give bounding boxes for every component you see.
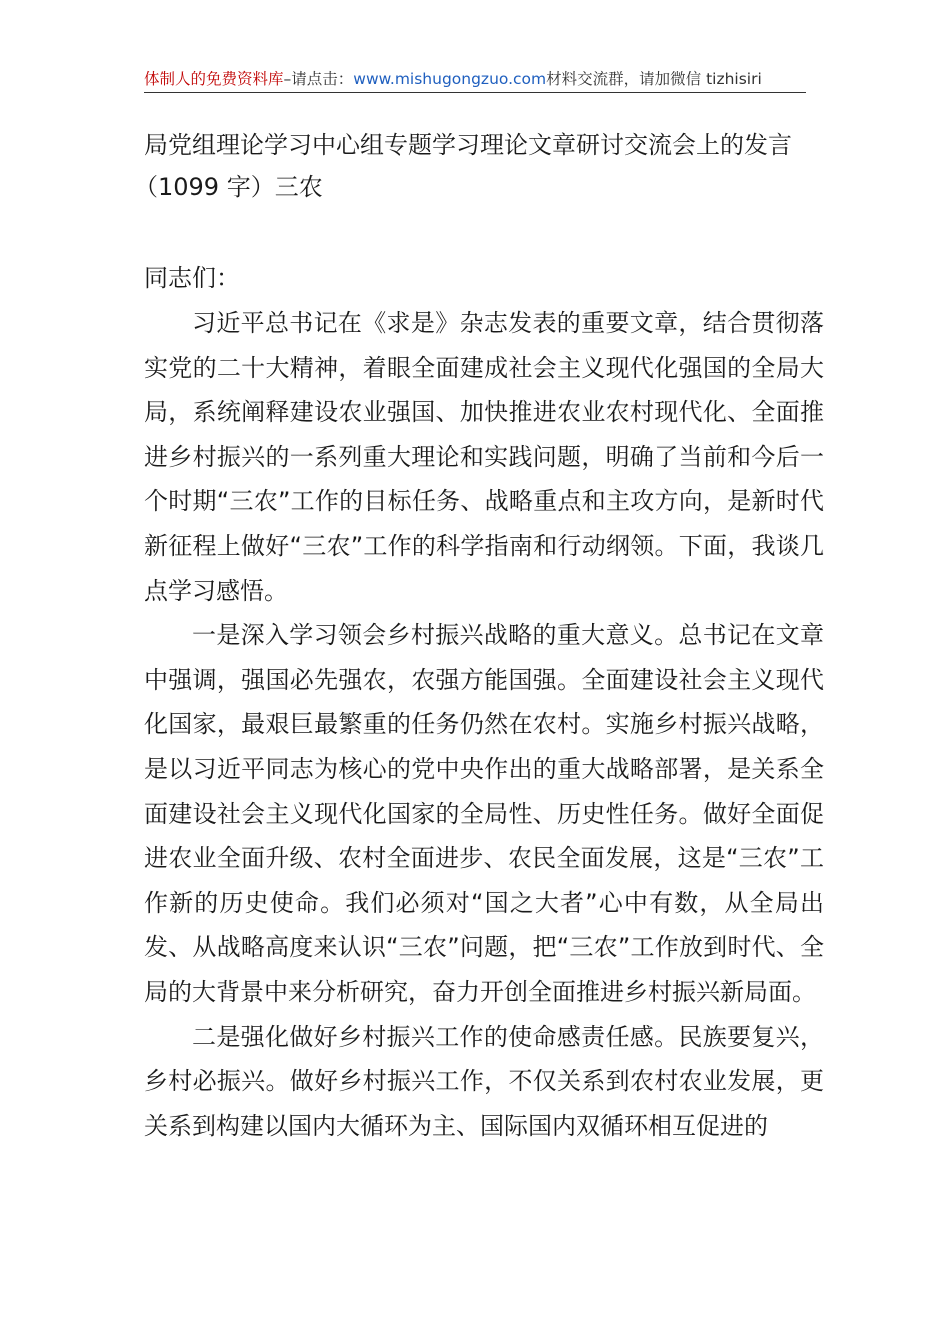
header-brand: 体制人的免费资料库 xyxy=(144,70,284,88)
body-text xyxy=(144,301,824,1148)
paragraph-intro: 习近平总书记在《求是》杂志发表的重要文章，结合贯彻落实党的二十大精神，着眼全面建成社会主义现代化强国的全局大局，系统阐释建设农业强国、加快推进农业农村现代化、全面推进乡村振兴的一系列重大理论和实践问题，明确了当前和今后一个时期“三农”工作的目标任务、战略重点和主攻方向，是新时代新征程上做好“三农”工作的科学指南和行动纲领。下面，我谈几点学习感悟。 xyxy=(144,309,824,605)
header-contact: 材料交流群，请加微信 tizhisiri xyxy=(546,70,762,88)
page-header xyxy=(144,66,806,93)
paragraph-point-one: 一是深入学习领会乡村振兴战略的重大意义。总书记在文章中强调，强国必先强农，农强方能国强。全面建设社会主义现代化国家，最艰巨最繁重的任务仍然在农村。实施乡村振兴战略，是以习近平同志为核心的党中央作出的重大战略部署，是关系全面建设社会主义现代化国家的全局性、历史性任务。做好全面促进农业全面升级、农村全面进步、农民全面发展，这是“三农”工作新的历史使命。我们必须对“国之大者”心中有数，从全局出发、从战略高度来认识“三农”问题，把“三农”工作放到时代、全局的大背景中来分析研究，奋力开创全面推进乡村振兴新局面。 xyxy=(144,621,824,1006)
document-title xyxy=(134,124,824,208)
title-line-2: （1099 字）三农 xyxy=(134,173,323,201)
paragraph-point-two: 二是强化做好乡村振兴工作的使命感责任感。民族要复兴，乡村必振兴。做好乡村振兴工作，不仅关系到农村农业发展，更关系到构建以国内大循环为主、国际国内双循环相互促进的 xyxy=(144,1022,824,1140)
title-line-1: 局党组理论学习中心组专题学习理论文章研讨交流会上的发言 xyxy=(144,131,792,159)
greeting: 同志们： xyxy=(144,264,240,292)
header-prompt: –请点击： xyxy=(283,70,354,88)
header-url-link[interactable]: www.mishugongzuo.com xyxy=(353,70,547,88)
